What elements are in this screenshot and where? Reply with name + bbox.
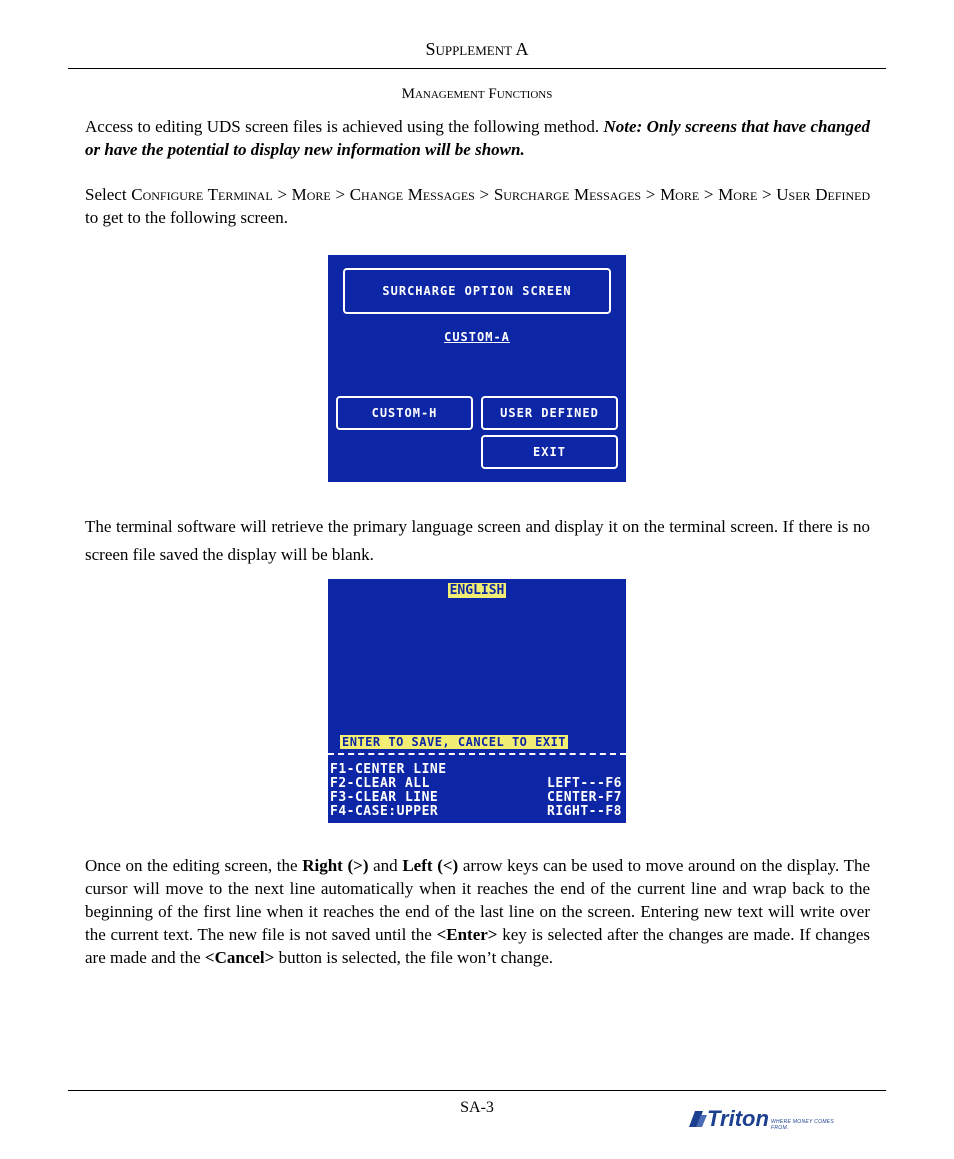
function-key-f1: F1-CENTER LINE [330,762,447,777]
retrieve-paragraph: The terminal software will retrieve the primary language screen and display it on the terminal screen. If there is no screen file saved the display will be blank. [85,517,870,564]
function-key-f4: F4-CASE:UPPER [330,804,439,819]
menu-path-paragraph [85,183,870,229]
exit-label: EXIT [533,445,566,459]
surcharge-option-screen-label: SURCHARGE OPTION SCREEN [382,284,572,298]
path-step-more: More [291,185,331,204]
surcharge-option-screen-image [328,255,626,482]
save-cancel-instruction: ENTER TO SAVE, CANCEL TO EXIT [342,735,567,749]
editing-paragraph [85,854,870,969]
path-step-surcharge-messages: Surcharge Messages [493,185,642,204]
editing-text-4: key is selected after the changes are made. If changes are made and the [85,925,871,967]
path-step-user-defined: User Defined [776,185,871,204]
editing-text-2: and [373,856,398,875]
user-defined-button[interactable] [481,396,618,430]
path-separator: > [277,185,287,204]
cancel-key-label: <Cancel> [204,948,275,967]
function-key-f3: F3-CLEAR LINE [330,790,439,805]
divider-line [328,753,626,755]
editing-text-5: button is selected, the file won’t change. [278,948,554,967]
intro-note: Note: Only screens that have changed or have the potential to display new information will be shown. [85,117,871,159]
triton-logo-text: Triton [707,1106,769,1131]
path-separator: > [479,185,490,204]
intro-text: Access to editing UDS screen files is achieved using the following method. [85,117,600,136]
custom-a-label: CUSTOM-A [444,330,510,344]
english-edit-screen-image [328,579,626,823]
function-key-f7: CENTER-F7 [547,790,622,805]
function-key-f6: LEFT---F6 [547,776,622,791]
enter-key-label: <Enter> [436,925,498,944]
path-prefix: Select [85,185,127,204]
triton-logo [687,1107,852,1133]
footer-rule [68,1090,886,1091]
right-key-label: Right (>) [302,856,369,875]
header-rule [68,68,886,69]
user-defined-label: USER DEFINED [500,406,599,420]
path-step-configure-terminal: Configure Terminal [131,185,273,204]
editing-text-1: Once on the editing screen, the [85,856,298,875]
section-title: Management Functions [401,86,553,102]
page-header-title: Supplement A [425,39,529,59]
editing-text-3: arrow keys can be used to move around on the display. The cursor will move to the next line automatically when it reaches the end of the current line and wrap back to the beginning of the first line when it reaches the end of the last line on the screen. Entering new text will write over the current text. The new file is not saved until the [85,856,871,944]
function-key-f8: RIGHT--F8 [547,804,622,819]
language-tag: ENGLISH [449,583,505,598]
path-separator: > [703,185,714,204]
exit-button[interactable] [481,435,618,469]
custom-h-button[interactable] [336,396,473,430]
surcharge-option-screen-button[interactable] [343,268,611,314]
path-suffix: to get to the following screen. [85,208,289,227]
path-step-change-messages: Change Messages [349,185,475,204]
path-separator: > [335,185,346,204]
path-separator: > [761,185,772,204]
custom-h-label: CUSTOM-H [371,406,438,420]
left-key-label: Left (<) [402,856,459,875]
language-tag-row [328,583,626,598]
instruction-row [340,735,568,749]
page-number: SA-3 [460,1099,494,1116]
path-separator: > [645,185,656,204]
path-step-more: More [660,185,700,204]
path-step-more: More [718,185,758,204]
intro-paragraph [85,115,870,161]
function-key-f2: F2-CLEAR ALL [330,776,430,791]
triton-logo-tagline: WHERE MONEY COMES FROM. [771,1119,835,1131]
